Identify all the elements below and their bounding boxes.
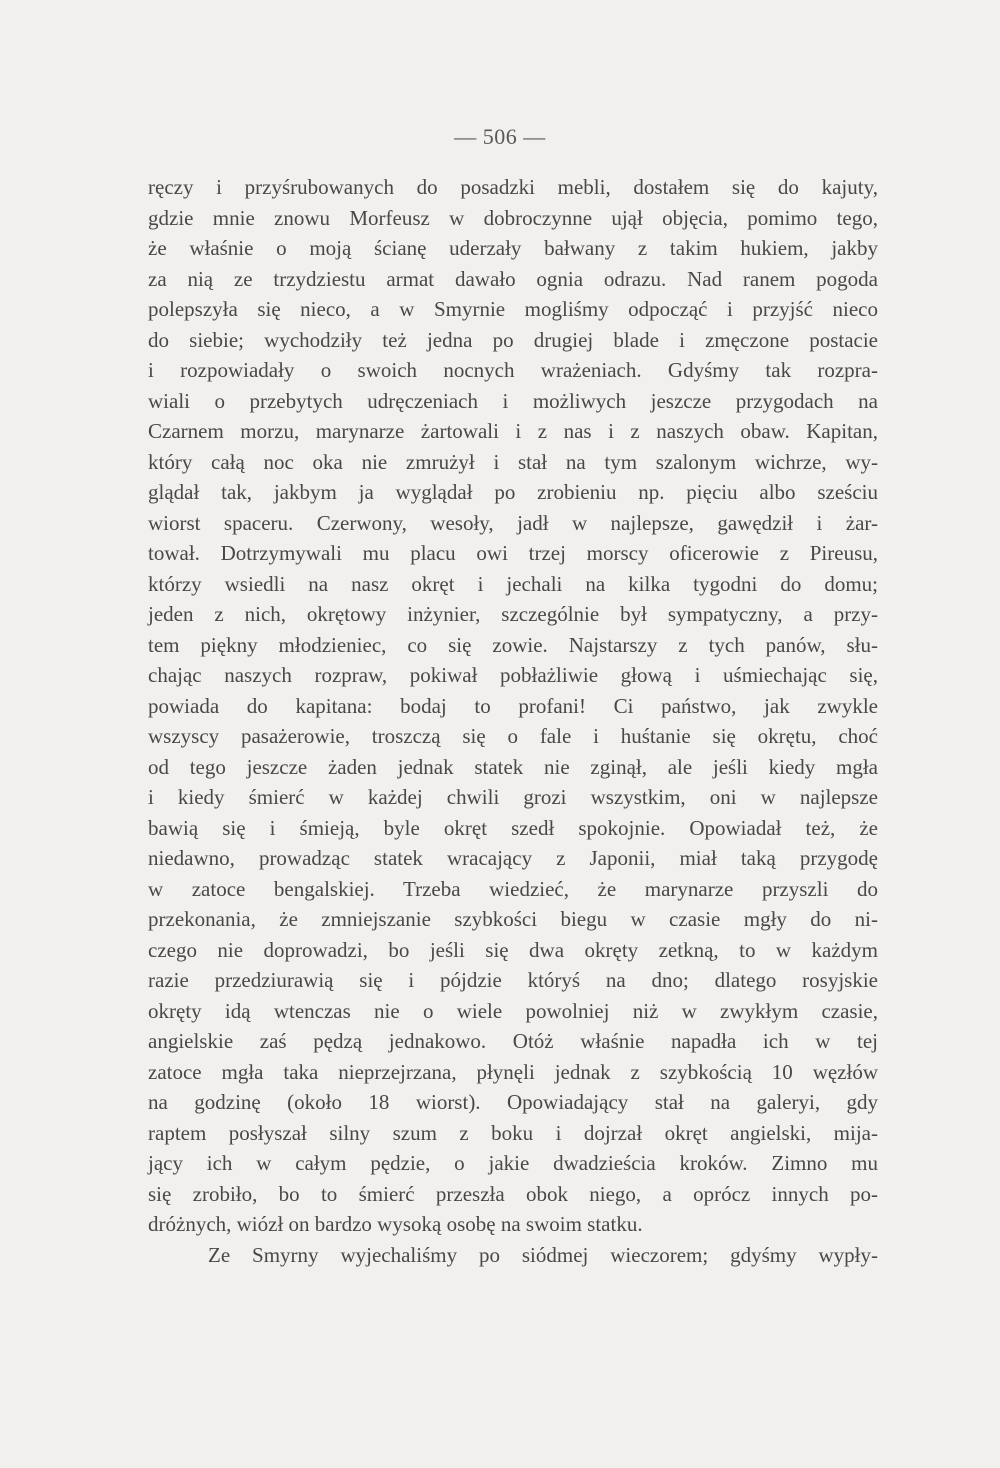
text-line: przekonania, że zmniejszanie szybkości biegu w czasie mgły do ni-	[148, 907, 878, 931]
text-line: dróżnych, wiózł on bardzo wysoką osobę na swoim statku.	[148, 1212, 643, 1236]
text-line: niedawno, prowadząc statek wracający z Japonii, miał taką przygodę	[148, 846, 878, 870]
text-line: wiali o przebytych udręczeniach i możliwych jeszcze przygodach na	[148, 388, 878, 413]
text-line: się zrobiło, bo to śmierć przeszła obok niego, a oprócz innych po-	[148, 1181, 878, 1206]
text-line: ręczy i przyśrubowanych do posadzki mebli, dostałem się do kajuty,	[148, 175, 878, 199]
text-line: bawią się i śmieją, byle okręt szedł spokojnie. Opowiadał też, że	[148, 815, 878, 840]
text-line: że właśnie o moją ścianę uderzały bałwany z takim hukiem, jakby	[148, 236, 878, 260]
page-number-header: — 506 —	[454, 124, 546, 149]
text-line: powiada do kapitana: bodaj to profani! Ci państwo, jak zwykle	[148, 693, 878, 718]
text-line: za nią ze trzydziestu armat dawało ognia odrazu. Nad ranem pogoda	[148, 266, 878, 291]
text-line: okręty idą wtenczas nie o wiele powolniej niż w zwykłym czasie,	[148, 998, 878, 1023]
text-line: i kiedy śmierć w każdej chwili grozi wszystkim, oni w najlepsze	[148, 785, 878, 809]
text-line: w zatoce bengalskiej. Trzeba wiedzieć, że marynarze przyszli do	[148, 876, 878, 901]
text-line: jący ich w całym pędzie, o jakie dwadzieścia kroków. Zimno mu	[148, 1151, 878, 1175]
text-line: do siebie; wychodziły też jedna po drugiej blade i zmęczone postacie	[148, 327, 878, 352]
text-line: chając naszych rozpraw, pokiwał pobłażliwie głową i uśmiechając się,	[148, 663, 878, 687]
paragraph	[148, 1240, 878, 1271]
text-line: tował. Dotrzymywali mu placu owi trzej morscy oficerowie z Pireusu,	[148, 541, 878, 565]
text-line: jeden z nich, okrętowy inżynier, szczególnie był sympatyczny, a przy-	[148, 602, 878, 626]
text-line: angielskie zaś pędzą jednakowo. Otóż właśnie napadła ich w tej	[148, 1029, 878, 1053]
body-text	[148, 172, 878, 1270]
text-line: Ze Smyrny wyjechaliśmy po siódmej wieczorem; gdyśmy wypły-	[208, 1242, 878, 1267]
text-line: wiorst spaceru. Czerwony, wesoły, jadł w najlepsze, gawędził i żar-	[148, 510, 878, 535]
text-line: polepszyła się nieco, a w Smyrnie mogliśmy odpocząć i przyjść nieco	[148, 297, 878, 321]
text-line: Czarnem morzu, marynarze żartowali i z nas i z naszych obaw. Kapitan,	[148, 419, 878, 443]
text-line: gdzie mnie znowu Morfeusz w dobroczynne ujął objęcia, pomimo tego,	[148, 205, 878, 230]
text-line: tem piękny młodzieniec, co się zowie. Najstarszy z tych panów, słu-	[148, 632, 878, 657]
text-line: i rozpowiadały o swoich nocnych wrażeniach. Gdyśmy tak rozpra-	[148, 358, 878, 382]
paragraph	[148, 172, 878, 1240]
text-line: wszyscy pasażerowie, troszczą się o fale i huśtanie się okrętu, choć	[148, 724, 878, 748]
text-line: glądał tak, jakbym ja wyglądał po zrobieniu np. pięciu albo sześciu	[148, 480, 878, 504]
text-line: od tego jeszcze żaden jednak statek nie zginął, ale jeśli kiedy mgła	[148, 754, 878, 779]
text-line: który całą noc oka nie zmrużył i stał na tym szalonym wichrze, wy-	[148, 449, 878, 474]
text-line: zatoce mgła taka nieprzejrzana, płynęli jednak z szybkością 10 węzłów	[148, 1059, 878, 1084]
text-line: którzy wsiedli na nasz okręt i jechali na kilka tygodni do domu;	[148, 571, 878, 596]
text-line: na godzinę (około 18 wiorst). Opowiadający stał na galeryi, gdy	[148, 1090, 878, 1114]
text-line: raptem posłyszał silny szum z boku i dojrzał okręt angielski, mija-	[148, 1120, 878, 1145]
text-line: czego nie doprowadzi, bo jeśli się dwa okręty zetkną, to w każdym	[148, 937, 878, 962]
text-line: razie przedziurawią się i pójdzie któryś na dno; dlatego rosyjskie	[148, 968, 878, 992]
